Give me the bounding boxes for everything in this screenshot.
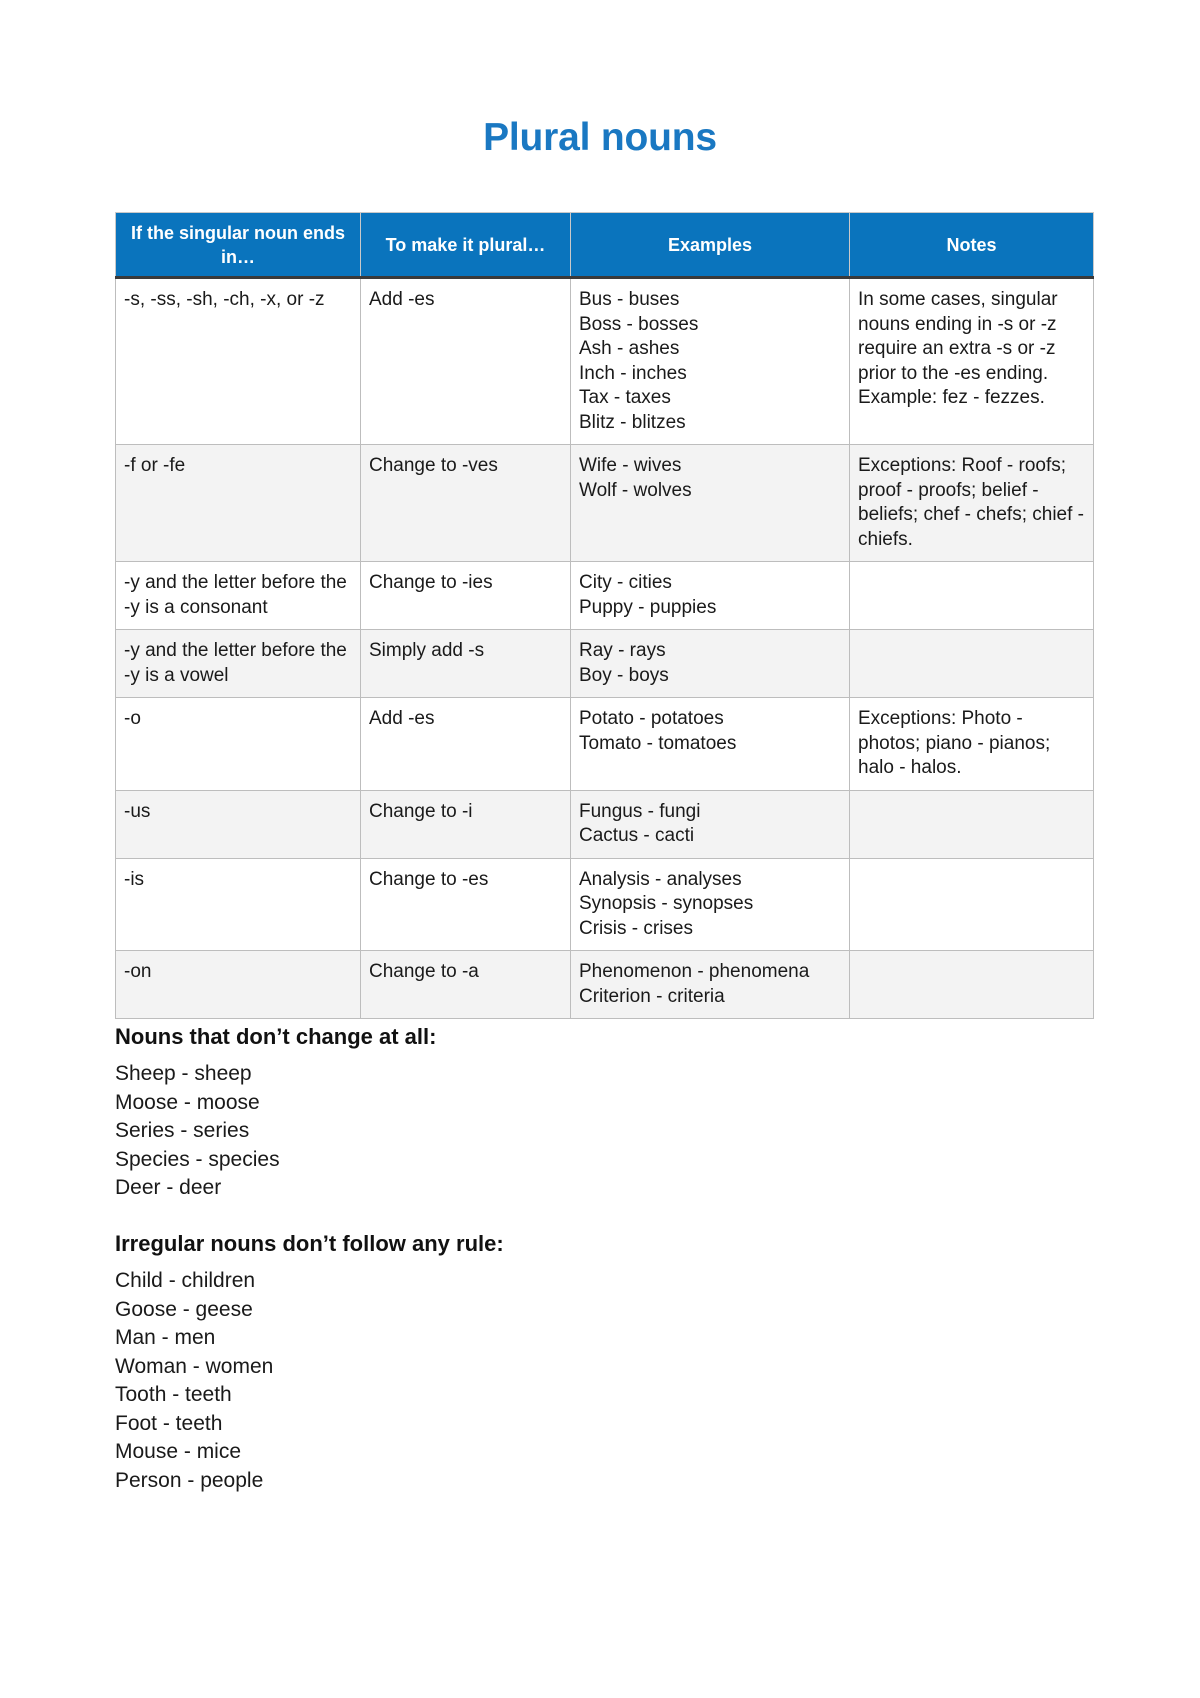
cell-notes: In some cases, singular nouns ending in -s or -z require an extra -s or -z prior to the -es ending. Example: fez - fezzes. <box>850 278 1094 445</box>
list-item: Deer - deer <box>115 1176 222 1199</box>
list-item: Woman - women <box>115 1354 274 1378</box>
table-header-row <box>116 213 1094 278</box>
table-row <box>116 445 1094 562</box>
table-row <box>116 630 1094 698</box>
header-notes: Notes <box>850 213 1094 278</box>
header-singular-ending: If the singular noun ends in… <box>116 213 361 278</box>
irregular-nouns-list <box>115 1267 273 1495</box>
unchanged-nouns-heading: Nouns that don’t change at all: <box>115 1024 437 1049</box>
table-row <box>116 278 1094 445</box>
cell-rule: Change to -es <box>361 858 571 951</box>
table-row <box>116 698 1094 791</box>
unchanged-nouns-list <box>115 1060 280 1203</box>
cell-examples: Ray - rays Boy - boys <box>571 630 850 698</box>
cell-rule: Add -es <box>361 278 571 445</box>
list-item: Series - series <box>115 1119 250 1142</box>
cell-examples: Wife - wives Wolf - wolves <box>571 445 850 562</box>
cell-ending: -us <box>116 790 361 858</box>
cell-ending: -on <box>116 951 361 1019</box>
list-item: Sheep - sheep <box>115 1062 252 1085</box>
cell-examples: Analysis - analyses Synopsis - synopses Crisis - crises <box>571 858 850 951</box>
cell-ending: -y and the letter before the -y is a vowel <box>116 630 361 698</box>
list-item: Tooth - teeth <box>115 1383 232 1406</box>
list-item: Goose - geese <box>115 1297 253 1321</box>
cell-rule: Simply add -s <box>361 630 571 698</box>
cell-notes <box>850 630 1094 698</box>
cell-rule: Change to -i <box>361 790 571 858</box>
cell-ending: -y and the letter before the -y is a consonant <box>116 562 361 630</box>
cell-notes <box>850 951 1094 1019</box>
list-item: Mouse - mice <box>115 1440 242 1463</box>
table-row <box>116 562 1094 630</box>
cell-examples: Potato - potatoes Tomato - tomatoes <box>571 698 850 791</box>
cell-examples: Fungus - fungi Cactus - cacti <box>571 790 850 858</box>
list-item: Child - children <box>115 1269 256 1292</box>
table-row <box>116 858 1094 951</box>
cell-examples: City - cities Puppy - puppies <box>571 562 850 630</box>
list-item: Foot - teeth <box>115 1411 223 1435</box>
cell-notes: Exceptions: Photo - photos; piano - pianos; halo - halos. <box>850 698 1094 791</box>
cell-ending: -f or -fe <box>116 445 361 562</box>
header-plural-rule: To make it plural… <box>361 213 571 278</box>
header-examples: Examples <box>571 213 850 278</box>
cell-notes: Exceptions: Roof - roofs; proof - proofs; belief - beliefs; chef - chefs; chief - chiefs. <box>850 445 1094 562</box>
table-row <box>116 790 1094 858</box>
cell-rule: Change to -ies <box>361 562 571 630</box>
plural-rules-table <box>115 212 1094 1019</box>
table-row <box>116 951 1094 1019</box>
cell-rule: Change to -ves <box>361 445 571 562</box>
list-item: Man - men <box>115 1326 216 1349</box>
list-item: Moose - moose <box>115 1090 260 1114</box>
cell-examples: Phenomenon - phenomena Criterion - criteria <box>571 951 850 1019</box>
cell-notes <box>850 858 1094 951</box>
list-item: Person - people <box>115 1468 264 1492</box>
cell-ending: -s, -ss, -sh, -ch, -x, or -z <box>116 278 361 445</box>
irregular-nouns-heading: Irregular nouns don’t follow any rule: <box>115 1231 504 1256</box>
cell-rule: Add -es <box>361 698 571 791</box>
cell-rule: Change to -a <box>361 951 571 1019</box>
cell-notes <box>850 562 1094 630</box>
cell-ending: -o <box>116 698 361 791</box>
page-title: Plural nouns <box>483 116 717 159</box>
list-item: Species - species <box>115 1147 280 1171</box>
cell-notes <box>850 790 1094 858</box>
cell-examples: Bus - buses Boss - bosses Ash - ashes Inch - inches Tax - taxes Blitz - blitzes <box>571 278 850 445</box>
cell-ending: -is <box>116 858 361 951</box>
